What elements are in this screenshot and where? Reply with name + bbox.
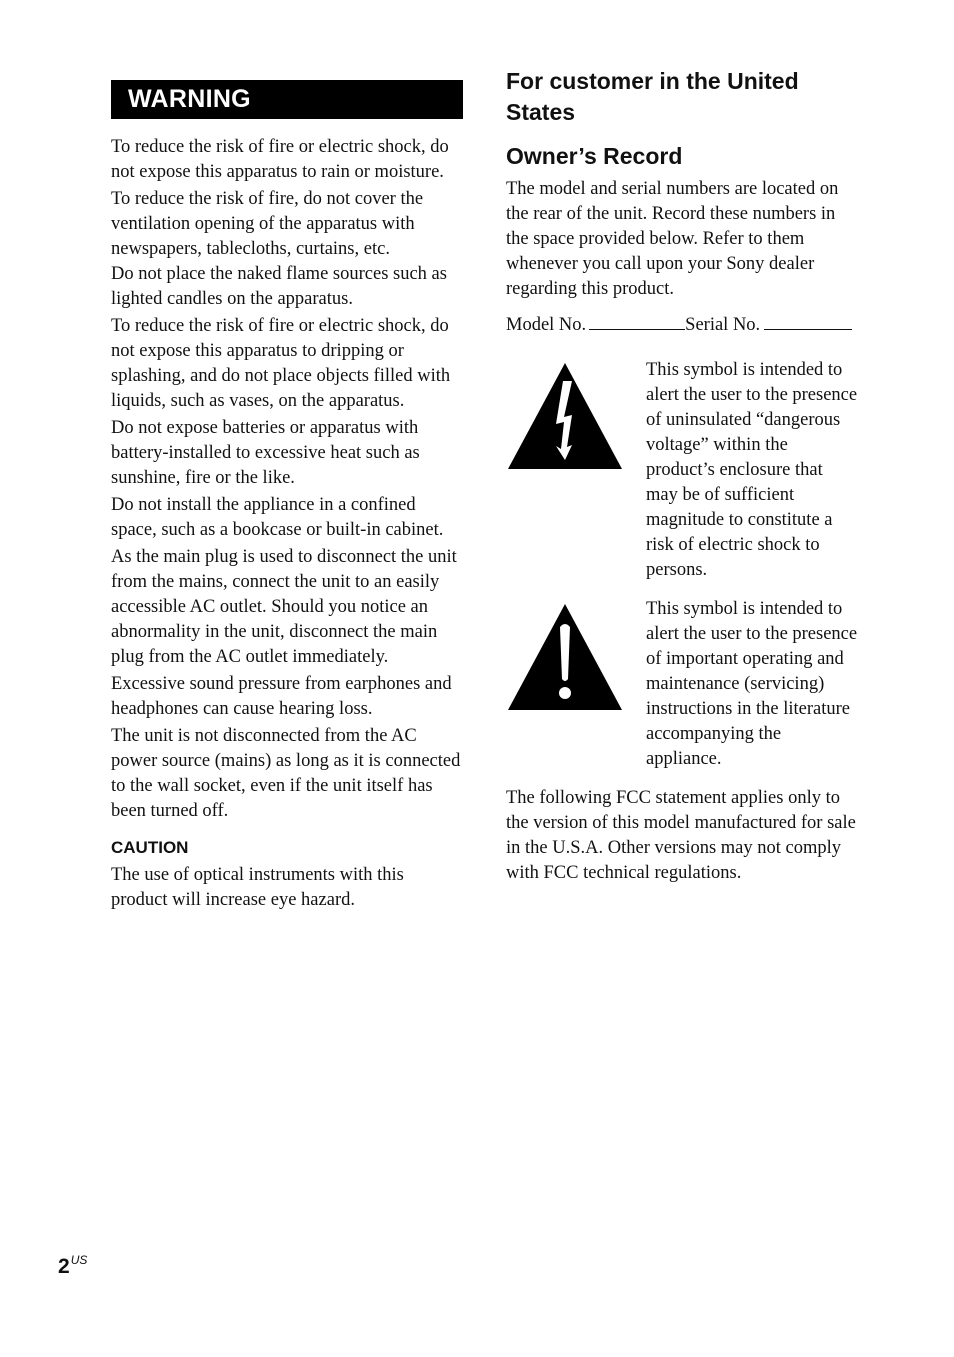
- warning-paragraph: Do not install the appliance in a confined space, such as a bookcase or built-in cabinet.: [111, 495, 444, 540]
- warning-paragraphs: [111, 135, 463, 824]
- right-column: [506, 66, 858, 886]
- warning-paragraph: Do not place the naked flame sources such as lighted candles on the apparatus.: [111, 264, 447, 309]
- caution-text: The use of optical instruments with this product will increase eye hazard.: [111, 865, 404, 910]
- warning-paragraph: As the main plug is used to disconnect the unit from the mains, connect the unit to an easily accessible AC outlet. Should you notice an abnormality in the unit, disconnect the main plug from the AC outlet immediately.: [111, 547, 457, 667]
- left-column: [111, 80, 463, 913]
- symbol-row-instructions: [506, 597, 858, 772]
- warning-paragraph: Excessive sound pressure from earphones and headphones can cause hearing loss.: [111, 674, 452, 719]
- page-number: [58, 1253, 87, 1279]
- caution-heading: CAUTION: [111, 838, 189, 857]
- model-blank: [589, 313, 685, 330]
- customer-heading: For customer in the United States: [506, 68, 799, 125]
- owners-record-heading: Owner’s Record: [506, 143, 683, 169]
- warning-paragraph: Do not expose batteries or apparatus with battery-installed to excessive heat such as sunshine, fire or the like.: [111, 418, 420, 488]
- page-number-value: 2: [58, 1255, 70, 1278]
- warning-banner: WARNING: [111, 80, 463, 119]
- symbol-row-voltage: [506, 358, 858, 583]
- warning-paragraph: To reduce the risk of fire or electric shock, do not expose this apparatus to dripping or splashing, and do not place objects filled with liquids, such as vases, on the apparatus.: [111, 316, 451, 411]
- serial-blank: [764, 313, 852, 330]
- warning-paragraph: To reduce the risk of fire, do not cover the ventilation opening of the apparatus with newspapers, tablecloths, curtains, etc.: [111, 189, 424, 259]
- model-label: Model No.: [506, 315, 587, 335]
- symbol-text-instructions: This symbol is intended to alert the user to the presence of important operating and maintenance (servicing) instructions in the literature accompanying the appliance.: [646, 599, 858, 769]
- warning-paragraph: To reduce the risk of fire or electric shock, do not expose this apparatus to rain or moisture.: [111, 137, 449, 182]
- exclamation-warning-icon: [506, 597, 646, 772]
- symbol-text-voltage: This symbol is intended to alert the user to the presence of uninsulated “dangerous voltage” within the product’s enclosure that may be of sufficient magnitude to constitute a risk of electric shock to persons.: [646, 360, 858, 580]
- serial-label: Serial No.: [685, 315, 761, 335]
- record-line: [506, 313, 858, 338]
- page-number-suffix: US: [70, 1253, 88, 1267]
- lightning-warning-icon: [506, 358, 646, 583]
- warning-paragraph: The unit is not disconnected from the AC power source (mains) as long as it is connected to the wall socket, even if the unit itself has been turned off.: [111, 726, 461, 821]
- fcc-statement: The following FCC statement applies only to the version of this model manufactured for sale in the U.S.A. Other versions may not comply with FCC technical regulations.: [506, 788, 856, 883]
- owners-record-text: The model and serial numbers are located on the rear of the unit. Record these numbers in the space provided below. Refer to them whenever you call upon your Sony dealer regarding this product.: [506, 179, 839, 299]
